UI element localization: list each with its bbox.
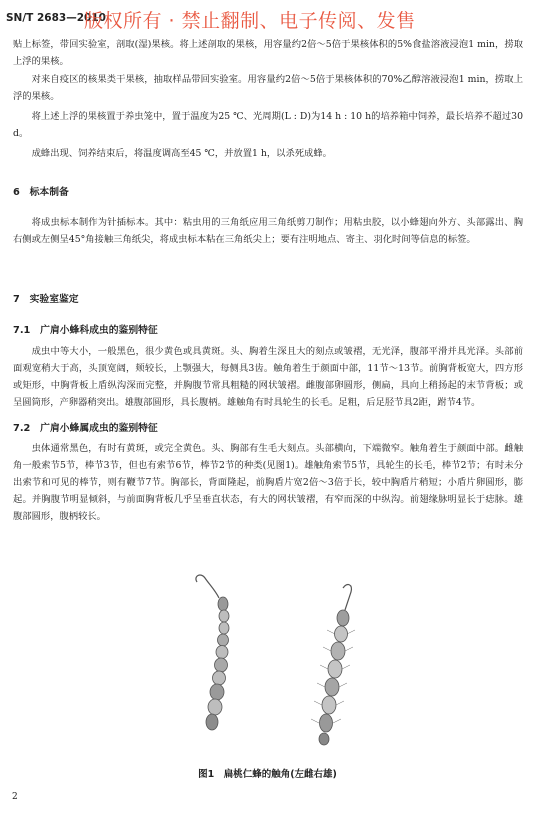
male-antenna-drawing [311, 585, 355, 745]
section-7-heading: 7 实验室鉴定 [13, 294, 79, 305]
section-7-1-body: 成虫中等大小，一般黑色，很少黄色或具黄斑。头、胸着生深且大的刻点或皱褶，无光泽，腹部平滑并具光泽。头部前面观宽稍大于高，头顶宽阔，颊较长，上颚强大，每侧具3齿。触角着生于颜面中部，11节～13节。前胸背板宽大，四方形或矩形，中胸背板上盾纵沟深而完整，并胸腹节常具粗糙的网状皱褶。雌腹部卵圆形，侧扁，具向上稍扬起的末节背板；或呈圆筒形，产卵器稍突出。雄腹部圆形，具长腹柄。雄触角有时具轮生的长毛。足粗，后足胫节具2距，跗节4节。 [13, 346, 523, 408]
page-header [6, 6, 531, 30]
section-7-1-heading: 7.1 广肩小蜂科成虫的鉴别特征 [13, 325, 158, 336]
paragraph-soak-salt: 贴上标签，带回实验室，剖取(湿)果核。将上述剖取的果核，用容量约2倍～5倍于果核体积的5%食盐溶液浸泡1 min，捞取上浮的果核。 [13, 39, 523, 67]
copyright-watermark: 版权所有 · 禁止翻制、电子传阅、发售 [84, 10, 416, 32]
antenna-figure [175, 568, 375, 756]
paragraph-soak-ethanol: 对来自疫区的核果类干果核，抽取样品带回实验室。用容量约2倍～5倍于果核体积的70%乙醇溶液浸泡1 min，捞取上浮的果核。 [13, 74, 523, 102]
page-number: 2 [12, 792, 18, 802]
section-7-2-body: 虫体通常黑色，有时有黄斑，或完全黄色。头、胸部有生毛大刻点。头部横向，下端微窄。触角着生于颜面中部。雌触角一般索节5节，棒节3节，但也有索节6节，棒节2节的种类(见图1)。雄触角索节5节，具轮生的长毛，棒节2节；有时未分出索节和可见的棒节，则有鞭节7节。胸部长，背面隆起，前胸盾片宽2倍～3倍于长，较中胸盾片稍短；小盾片卵圆形，膨起。并胸腹节明显倾斜，与前面胸背板几乎呈垂直状态，有大的网状皱褶，有窄而深的中纵沟。前翅缘脉明显长于痣脉。雄腹部圆形，腹柄较长。 [13, 443, 523, 522]
female-antenna-drawing [196, 575, 229, 730]
section-6-heading: 6 标本制备 [13, 187, 69, 198]
paragraph-kill: 成蜂出现、饲养结束后，将温度调高至45 ℃，并放置1 h，以杀死成蜂。 [31, 148, 332, 159]
section-7-2-heading: 7.2 广肩小蜂属成虫的鉴别特征 [13, 423, 158, 434]
paragraph-rearing: 将上述上浮的果核置于养虫笼中，置于温度为25 ℃、光周期(L : D)为14 h : 10 h的培养箱中饲养，最长培养不超过30 d。 [13, 111, 523, 139]
standard-code: SN/T 2683—2010 [6, 12, 106, 24]
figure-caption: 图1 扁桃仁蜂的触角(左雌右雄) [198, 769, 337, 780]
section-6-body: 将成虫标本制作为针插标本。其中：粘虫用的三角纸应用三角纸剪刀制作；用粘虫胶，以小蜂翅向外方、头部露出、胸右侧或左侧呈45°角接触三角纸尖，将成虫标本粘在三角纸尖上；要有注明地点、寄主、羽化时间等信息的标签。 [13, 217, 523, 245]
